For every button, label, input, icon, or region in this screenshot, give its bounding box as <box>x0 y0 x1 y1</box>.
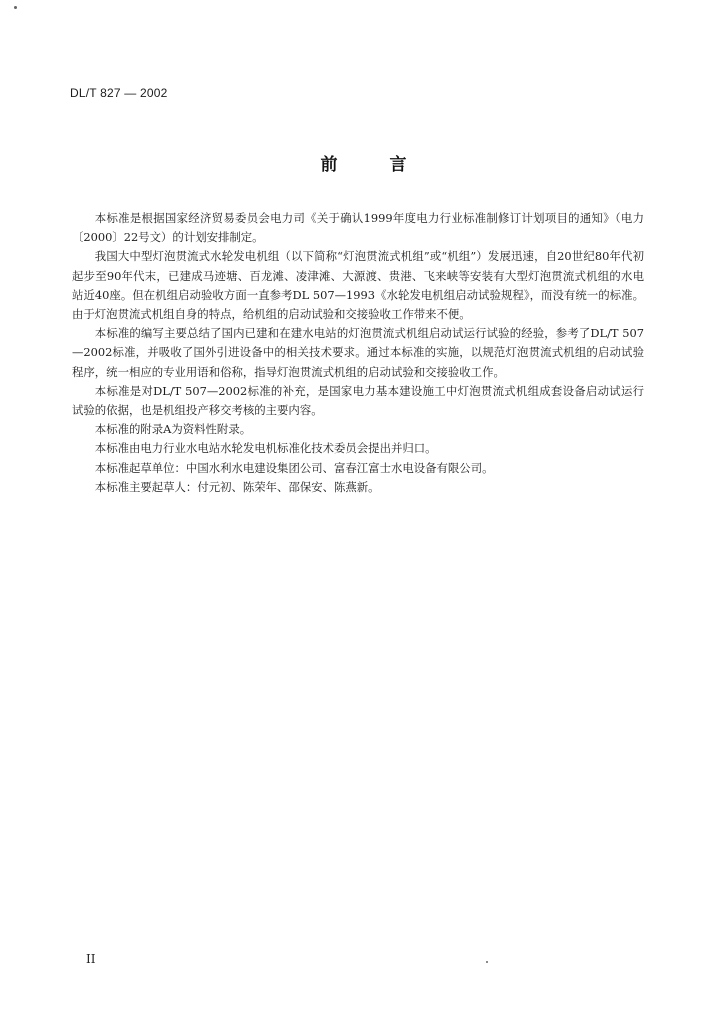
paragraph: 本标准主要起草人：付元初、陈荣年、邵保安、陈燕新。 <box>94 479 380 494</box>
scan-speck <box>14 6 17 9</box>
paragraph: 本标准的附录A为资料性附录。 <box>94 422 252 437</box>
paragraph: 本标准是对DL/T 507—2002标准的补充，是国家电力基本建设施工中灯泡贯流式机组成套设备启动试运行试验的依据，也是机组投产移交考核的主要内容。 <box>72 383 644 418</box>
scan-speck <box>486 961 488 963</box>
page-number: II <box>86 952 96 966</box>
page-title: 前言 <box>320 155 459 175</box>
paragraph: 本标准是根据国家经济贸易委员会电力司《关于确认1999年度电力行业标准制修订计划项目的通知》（电力〔2000〕22号文）的计划安排制定。 <box>72 211 644 245</box>
paragraph: 本标准由电力行业水电站水轮发电机标准化技术委员会提出并归口。 <box>94 441 437 456</box>
document-code: DL/T 827 — 2002 <box>70 86 168 100</box>
paragraph: 我国大中型灯泡贯流式水轮发电机组（以下简称“灯泡贯流式机组”或“机组”）发展迅速，自20世纪80年代初起步至90年代末，已建成马迹塘、百龙滩、凌津滩、大源渡、贵港、飞来峡等安装有大型灯泡贯流式机组的水电站近40座。但在机组启动验收方面一直参考DL 507—1993《水轮发电机组启动试验规程》，而没有统一的标准。由于灯泡贯流式机组自身的特点，给机组的启动试验和交接验收工作带来不便。 <box>72 249 644 322</box>
paragraph: 本标准的编写主要总结了国内已建和在建水电站的灯泡贯流式机组启动试运行试验的经验，参考了DL/T 507—2002标准，并吸收了国外引进设备中的相关技术要求。通过本标准的实施，以规范灯泡贯流式机组的启动试验程序，统一相应的专业用语和俗称，指导灯泡贯流式机组的启动试验和交接验收工作。 <box>72 326 644 379</box>
foreword-body <box>72 209 644 497</box>
paragraph: 本标准起草单位：中国水利水电建设集团公司、富春江富士水电设备有限公司。 <box>94 460 494 475</box>
